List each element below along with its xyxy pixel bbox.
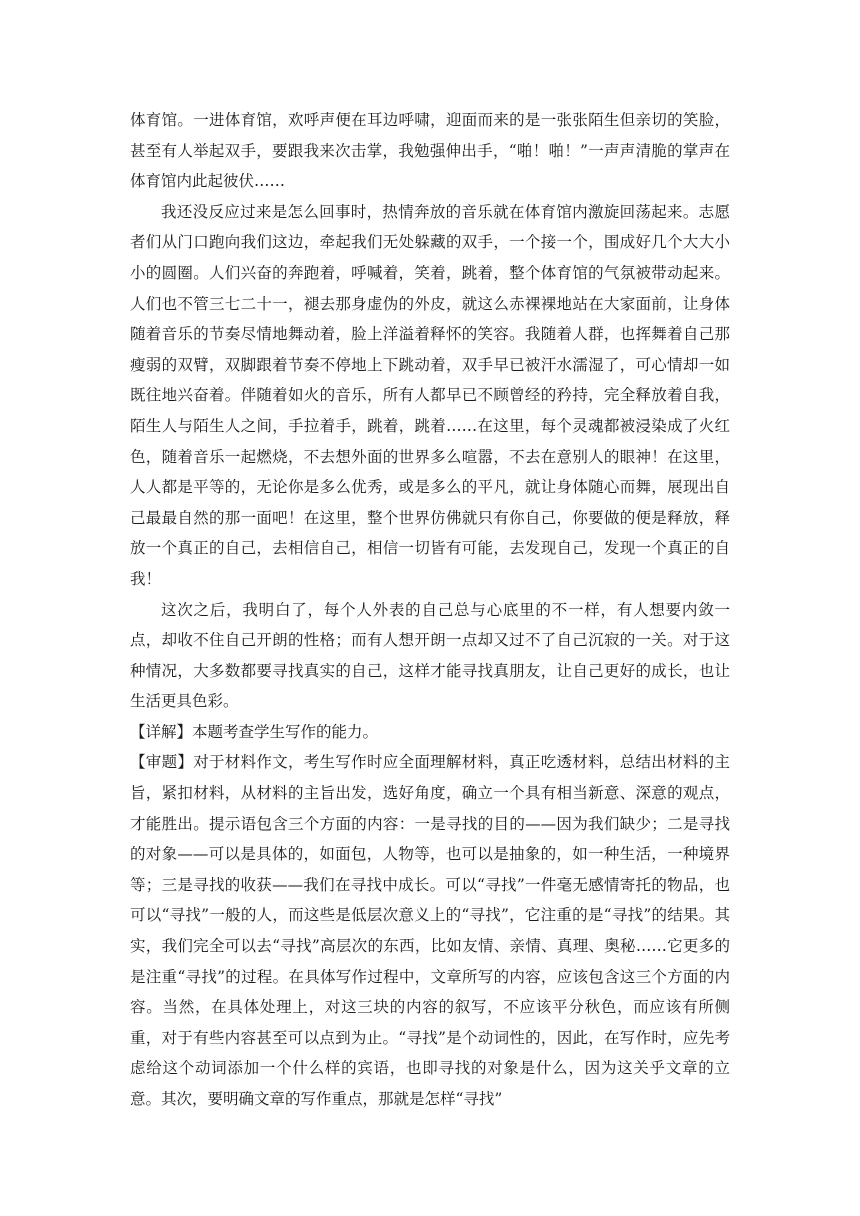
paragraph-stadium-entry bbox=[130, 105, 730, 197]
paragraph-text: 我还没反应过来是怎么回事时，热情奔放的音乐就在体育馆内激旋回荡起来。志愿者们从门口跑向我们这边，牵起我们无处躲藏的双手，一个接一个，围成好几个大大小小的圆圈。人们兴奋的奔跑着，呼喊着，笑着，跳着，整个体育馆的气氛被带动起来。人们也不管三七二十一，褪去那身虚伪的外皮，就这么赤裸裸地站在大家面前，让身体随着音乐的节奏尽情地舞动着，脸上洋溢着释怀的笑容。我随着人群，也挥舞着自己那瘦弱的双臂，双脚跟着节奏不停地上下跳动着，双手早已被汗水濡湿了，可心情却一如既往地兴奋着。伴随着如火的音乐，所有人都早已不顾曾经的矜持，完全释放着自我，陌生人与陌生人之间，手拉着手，跳着，跳着……在这里，每个灵魂都被浸染成了火红色，随着音乐一起燃烧，不去想外面的世界多么喧嚣，不去在意别人的眼神！在这里，人人都是平等的，无论你是多么优秀，或是多么的平凡，就让身体随心而舞，展现出自己最最自然的那一面吧！在这里，整个世界仿佛就只有你自己，你要做的便是释放，释放一个真正的自己，去相信自己，相信一切皆有可能，去发现自己，发现一个真正的自我！ bbox=[130, 202, 730, 588]
topic-analysis-label: 【审题】 bbox=[130, 753, 194, 772]
paragraph-text: 体育馆。一进体育馆，欢呼声便在耳边呼啸，迎面而来的是一张张陌生但亲切的笑脸，甚至有人举起双手，要跟我来次击掌，我勉强伸出手，“啪！啪！”一声声清脆的掌声在体育馆内此起彼伏…… bbox=[130, 111, 730, 191]
document-body bbox=[130, 105, 730, 1115]
paragraph-explanation bbox=[130, 717, 730, 748]
paragraph-text: 本题考查学生写作的能力。 bbox=[192, 722, 379, 741]
paragraph-text: 这次之后，我明白了，每个人外表的自己总与心底里的不一样，有人想要内敛一点，却收不住自己开朗的性格；而有人想开朗一点却又过不了自己沉寂的一关。对于这种情况，大多数都要寻找真实的自己，这样才能寻找真朋友，让自己更好的成长，也让生活更具色彩。 bbox=[130, 600, 730, 711]
explanation-label: 【详解】 bbox=[130, 722, 193, 741]
paragraph-topic-analysis bbox=[130, 747, 730, 1114]
paragraph-conclusion bbox=[130, 595, 730, 717]
paragraph-text: 对于材料作文，考生写作时应全面理解材料，真正吃透材料，总结出材料的主旨，紧扣材料，从材料的主旨出发，选好角度，确立一个具有相当新意、深意的观点，才能胜出。提示语包含三个方面的内容：一是寻找的目的——因为我们缺少；二是寻找的对象——可以是具体的，如面包，人物等，也可以是抽象的，如一种生活，一种境界等；三是寻找的收获——我们在寻找中成长。可以“寻找”一件毫无感情寄托的物品，也可以“寻找”一般的人，而这些是低层次意义上的“寻找”，它注重的是“寻找”的结果。其实，我们完全可以去“寻找”高层次的东西，比如友情、亲情、真理、奥秘……它更多的是注重“寻找”的过程。在具体写作过程中，文章所写的内容，应该包含这三个方面的内容。当然，在具体处理上，对这三块的内容的叙写，不应该平分秋色，而应该有所侧重，对于有些内容甚至可以点到为止。“寻找”是个动词性的，因此，在写作时，应先考虑给这个动词添加一个什么样的宾语，也即寻找的对象是什么，因为这关乎文章的立意。其次，要明确文章的写作重点，那就是怎样“寻找” bbox=[130, 753, 730, 1108]
paragraph-dancing bbox=[130, 197, 730, 595]
